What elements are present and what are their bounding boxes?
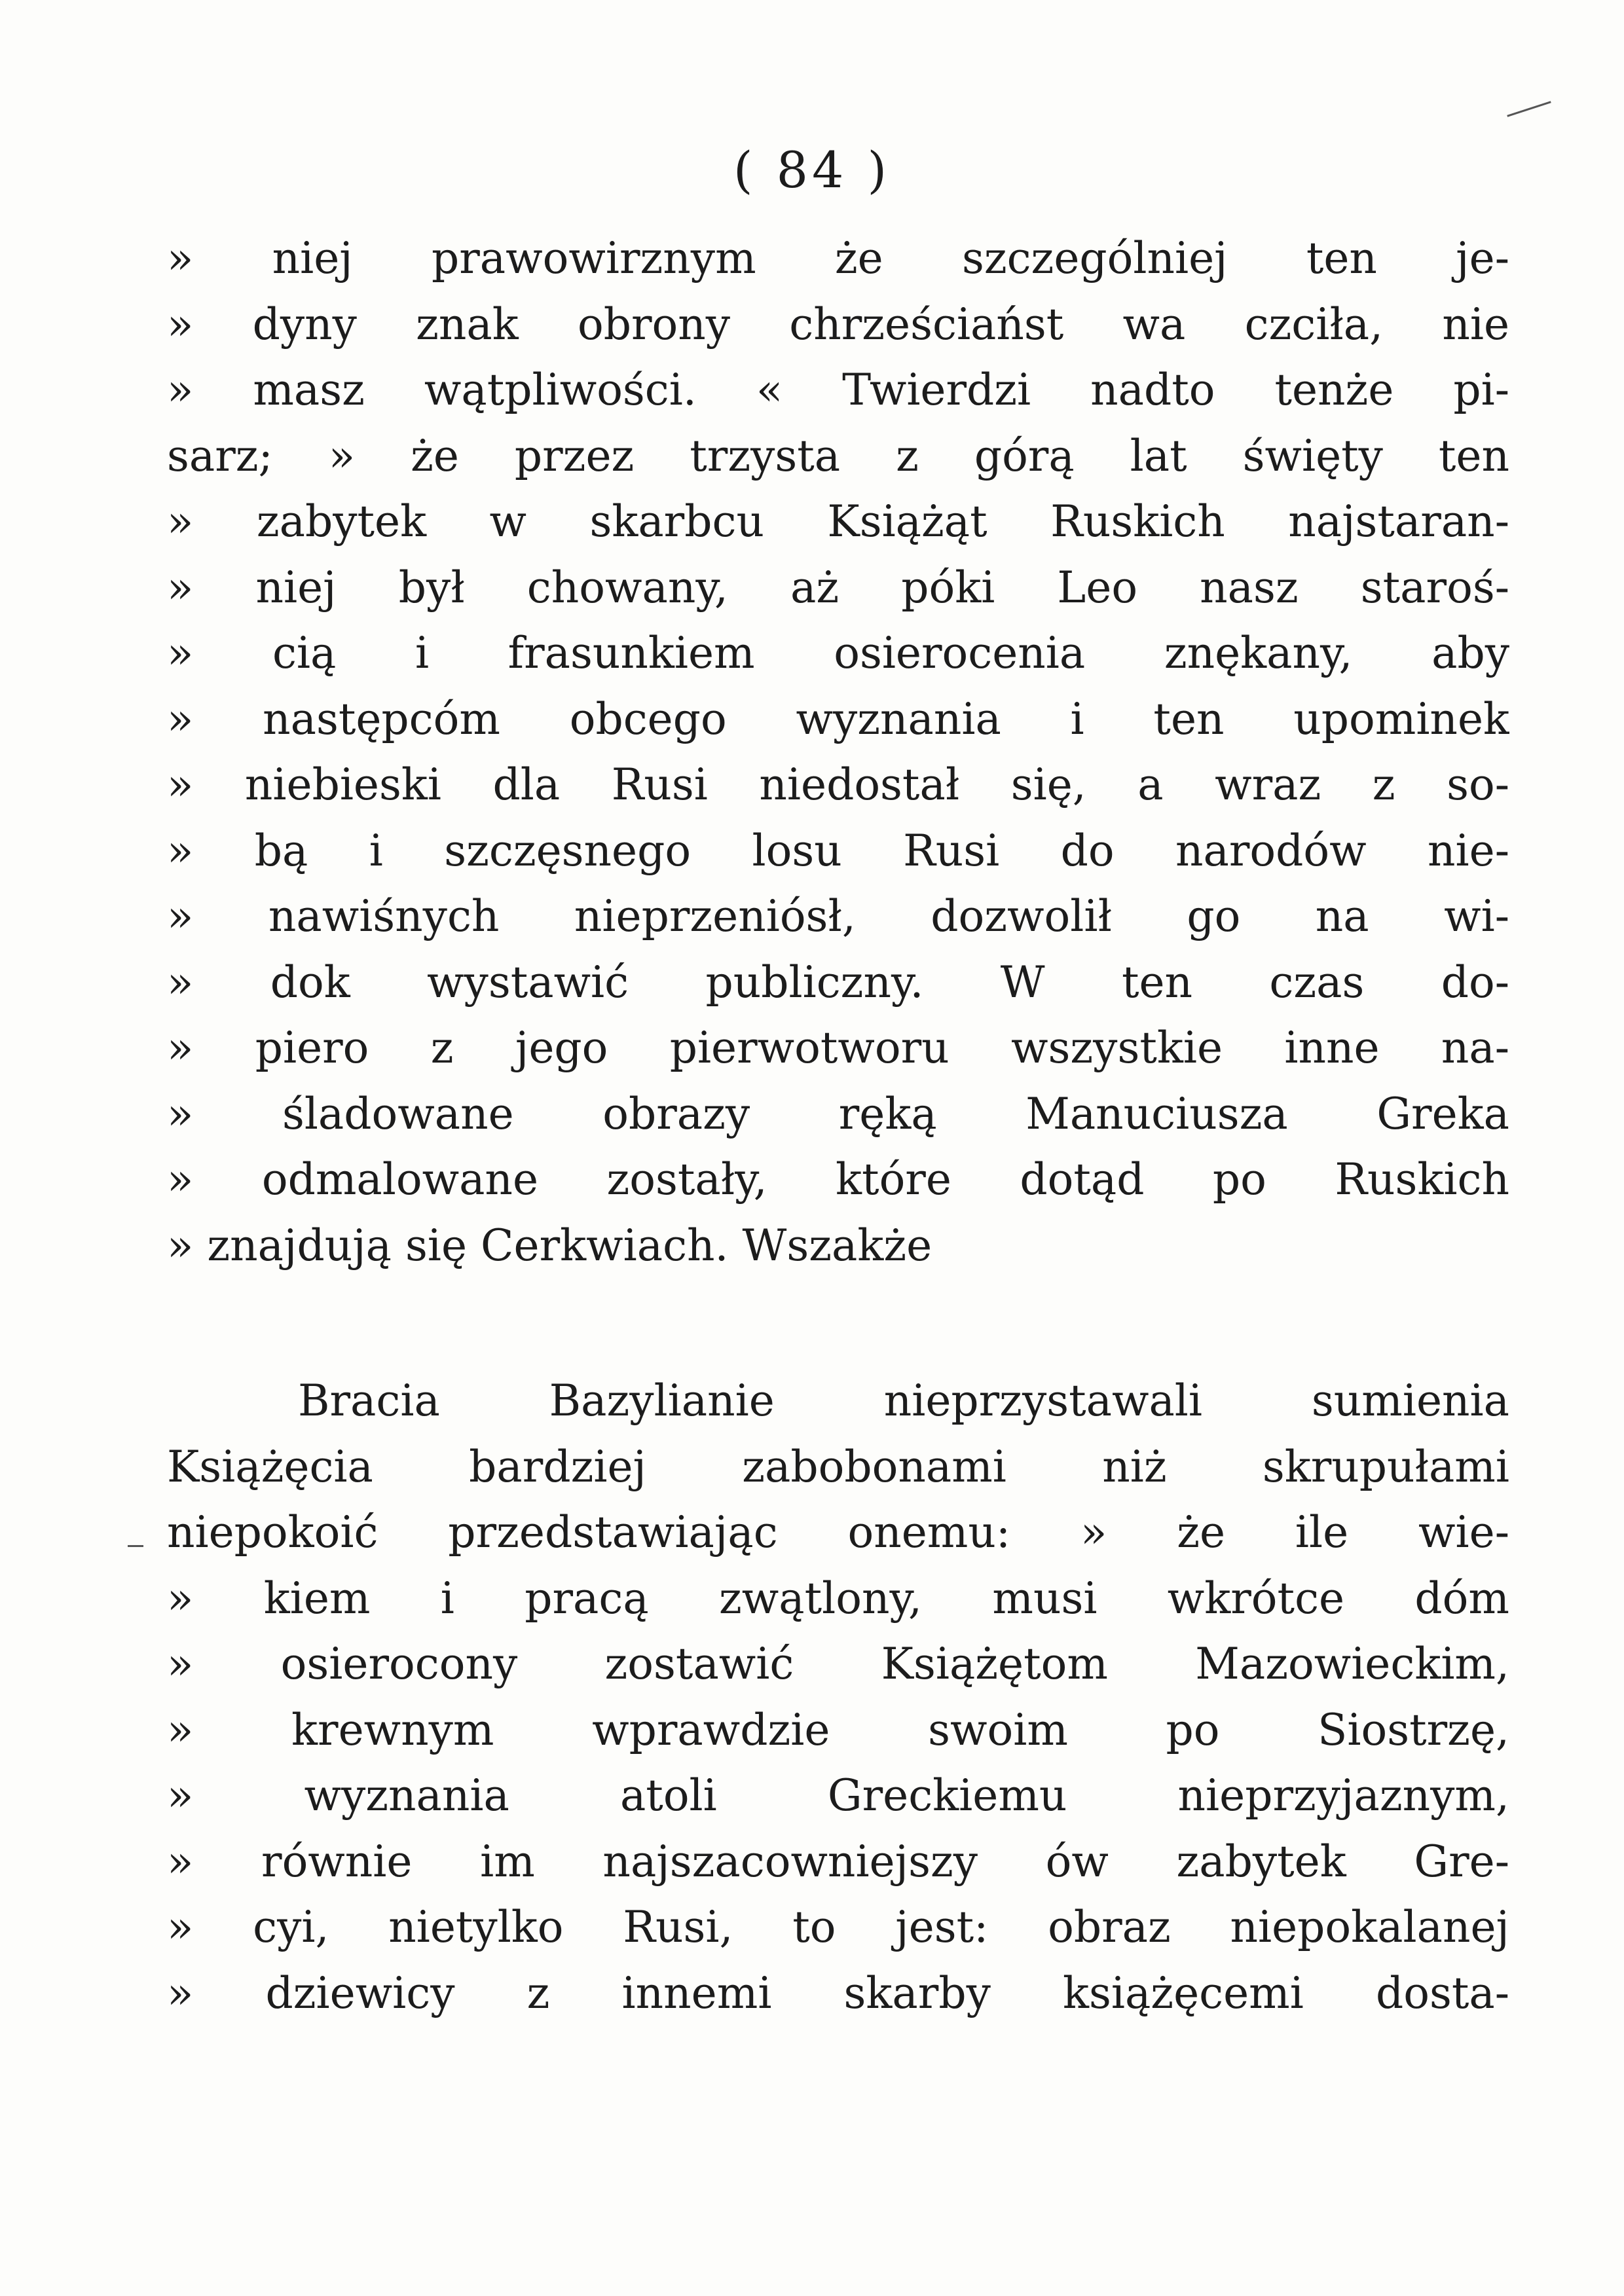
text-line: » niebieski dla Rusi niedostał się, a wraz z so- [167,759,1509,810]
stray-ink-mark [1507,101,1551,117]
text-line: » odmalowane zostały, które dotąd po Ruskich [167,1154,1509,1205]
text-line: » zabytek w skarbcu Książąt Ruskich najstaran- [167,496,1509,547]
text-line: » dziewicy z innemi skarby książęcemi dosta- [167,1967,1509,2018]
text-line: Bracia Bazylianie nieprzystawali sumienia [298,1376,1509,1426]
text-line: » nawiśnych nieprzeniósł, dozwolił go na wi- [167,891,1509,941]
text-line: » kiem i pracą zwątlony, musi wkrótce dóm [167,1573,1509,1624]
text-line: » osierocony zostawić Książętom Mazowieckim, [167,1639,1509,1689]
text-line: » śladowane obrazy ręką Manuciusza Greka [167,1088,1509,1139]
text-line: » dyny znak obrony chrześciańst wa czciła, nie [167,299,1509,350]
text-line: » niej był chowany, aż póki Leo nasz staroś- [167,562,1509,613]
text-line: » niej prawowirznym że szczególniej ten je- [167,233,1509,283]
text-line: » wyznania atoli Greckiemu nieprzyjaznym, [167,1770,1509,1821]
page-number: ( 84 ) [733,141,891,199]
text-line: » cyi, nietylko Rusi, to jest: obraz niepokalanej [167,1902,1509,1952]
text-line: » masz wątpliwości. « Twierdzi nadto tenże pi- [167,365,1509,415]
text-line: » cią i frasunkiem osierocenia znękany, aby [167,628,1509,678]
paragraph-1 [167,226,1509,1279]
text-line: » znajdują się Cerkwiach. Wszakże [167,1220,932,1271]
text-line: niepokoić przedstawiając onemu: » że ile wie- [167,1507,1509,1558]
text-line: » krewnym wprawdzie swoim po Siostrzę, [167,1704,1509,1755]
text-line: » bą i szczęsnego losu Rusi do narodów nie- [167,825,1509,876]
text-line: » piero z jego pierwotworu wszystkie inne na- [167,1023,1509,1073]
text-line: » dok wystawić publiczny. W ten czas do- [167,957,1509,1008]
text-line: » następcóm obcego wyznania i ten upominek [167,693,1509,744]
text-line: » równie im najszacowniejszy ów zabytek Gre- [167,1836,1509,1887]
text-line: sarz; » że przez trzysta z górą lat święty ten [167,430,1509,481]
text-line: Książęcia bardziej zabobonami niż skrupułami [167,1441,1509,1492]
stray-ink-mark [128,1545,143,1547]
paragraph-2 [167,1368,1509,2026]
